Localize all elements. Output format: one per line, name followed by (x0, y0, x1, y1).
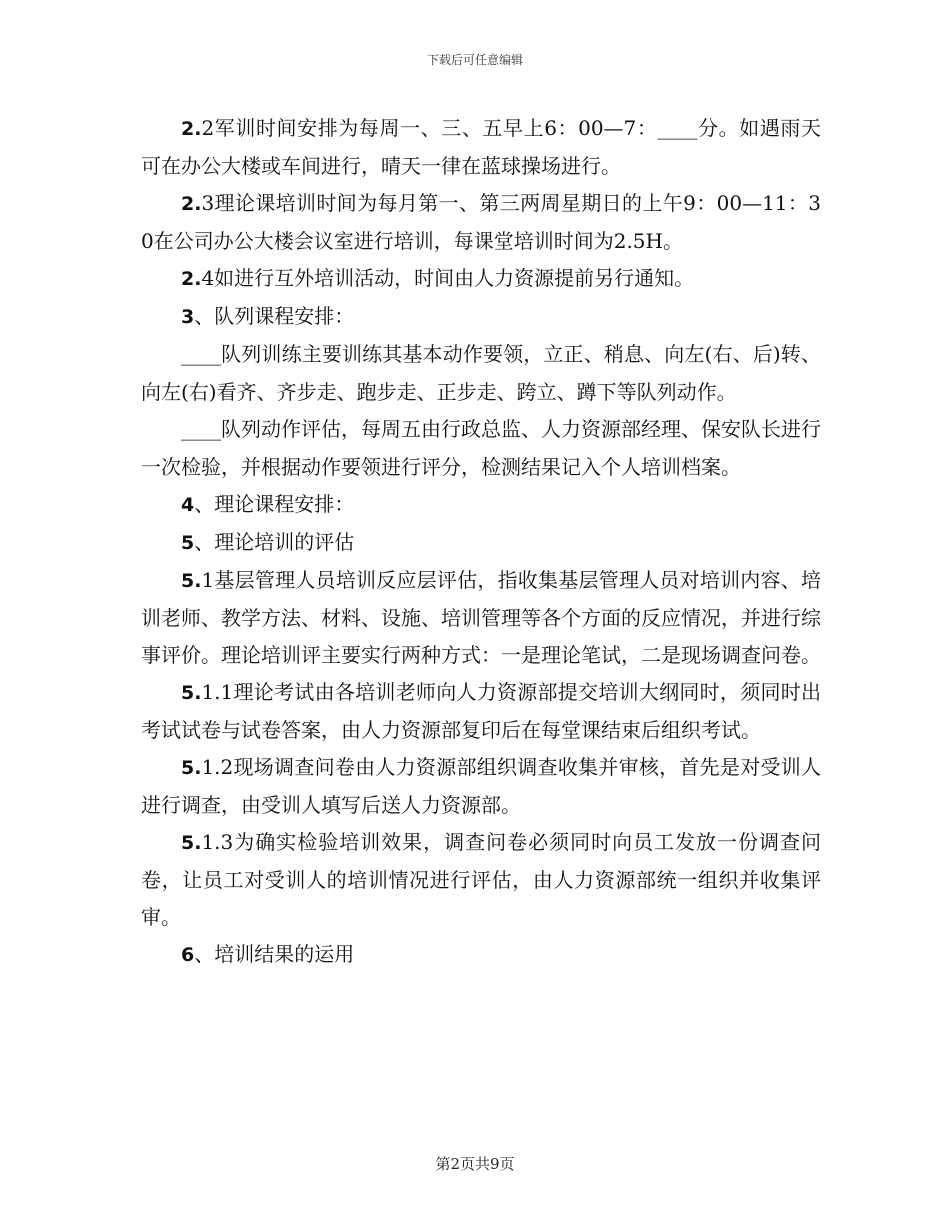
heading-3 (141, 298, 821, 336)
heading-4 (141, 486, 821, 524)
paragraph-2-2 (141, 110, 821, 185)
heading-5 (141, 524, 821, 562)
paragraph-5-1-3 (141, 824, 821, 936)
paragraph-text: 1.3为确实检验培训效果，调查问卷必须同时向员工发放一份调查问卷，让员工对受训人的培训情况进行评估，由人力资源部统一组织并收集评审。 (141, 830, 821, 929)
paragraph-number: 5. (181, 570, 202, 592)
page-header-note: 下载后可任意编辑 (426, 53, 523, 67)
paragraph-number: 2. (181, 118, 202, 140)
document-body (141, 110, 821, 974)
paragraph-text: 3理论课培训时间为每月第一、第三两周星期日的上午9：00—11：30在公司办公大楼会议室进行培训，每课堂培训时间为2.5H。 (141, 191, 821, 253)
paragraph-2-4 (141, 260, 821, 298)
paragraph-number: 5. (181, 682, 202, 704)
paragraph-number: 2. (181, 193, 202, 215)
paragraph-number: 4 (181, 494, 195, 516)
paragraph-text: 4如进行互外培训活动，时间由人力资源提前另行通知。 (201, 266, 695, 290)
paragraph-2-3 (141, 185, 821, 260)
paragraph-drill-evaluation (141, 411, 821, 486)
paragraph-5-1-1 (141, 674, 821, 749)
heading-6 (141, 936, 821, 974)
paragraph-text: 、理论培训的评估 (194, 530, 355, 554)
paragraph-text: 2军训时间安排为每周一、三、五早上6：00—7：____分。如遇雨天可在办公大楼或车间进行，晴天一律在蓝球操场进行。 (141, 116, 821, 178)
paragraph-5-1 (141, 562, 821, 674)
paragraph-text: 1.2现场调查问卷由人力资源部组织调查收集并审核，首先是对受训人进行调查，由受训人填写后送人力资源部。 (141, 755, 821, 817)
page-number-footer: 第2页共9页 (435, 1155, 515, 1173)
paragraph-text: ____队列动作评估，每周五由行政总监、人力资源部经理、保安队长进行一次检验，并根据动作要领进行评分，检测结果记入个人培训档案。 (141, 417, 821, 479)
paragraph-number: 3 (181, 306, 195, 328)
paragraph-number: 5. (181, 832, 202, 854)
paragraph-text: ____队列训练主要训练其基本动作要领，立正、稍息、向左(右、后)转、向左(右)看齐、齐步走、跑步走、正步走、跨立、蹲下等队列动作。 (141, 342, 821, 404)
paragraph-text: 、队列课程安排： (194, 304, 355, 328)
paragraph-text: 1.1理论考试由各培训老师向人力资源部提交培训大纲同时，须同时出考试试卷与试卷答案，由人力资源部复印后在每堂课结束后组织考试。 (141, 680, 821, 742)
paragraph-drill-training (141, 336, 821, 411)
paragraph-number: 2. (181, 268, 202, 290)
paragraph-5-1-2 (141, 749, 821, 824)
paragraph-number: 5. (181, 757, 202, 779)
paragraph-number: 6 (181, 944, 195, 966)
paragraph-number: 5 (181, 532, 195, 554)
paragraph-text: 、理论课程安排： (194, 492, 355, 516)
paragraph-text: 、培训结果的运用 (194, 942, 355, 966)
paragraph-text: 1基层管理人员培训反应层评估，指收集基层管理人员对培训内容、培训老师、教学方法、材料、设施、培训管理等各个方面的反应情况，并进行综事评价。理论培训评主要实行两种方式：一是理论笔试，二是现场调查问卷。 (141, 568, 821, 667)
